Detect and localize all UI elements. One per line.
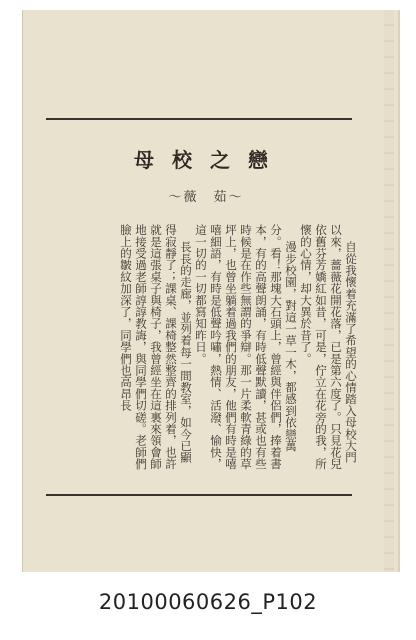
author-line: ～薇 茹～ <box>168 190 244 205</box>
paragraph-3: 長長的走廊，並列着每一間教室，如今已顯得寂靜了；課桌、課椅整然整齊的排列着，也許就是這張桌子與椅子，我曾經坐在這裏來領會師地接受過老師諄諄教誨，與同學們切磋。老師們臉上的皺紋加深了，同學們也高昂長 <box>119 224 193 470</box>
page-binding-edge <box>384 10 394 572</box>
top-rule <box>46 118 352 120</box>
paragraph-2: 漫步校園，對這一草一木，都感到依戀萬分。看！那塊大石頭上，曾經與伴侶們，捧着書本，有的高聲朗誦，有時低聲默讀，甚或也有些時候是在作些無謂的爭辯。那一片柔軟青綠的草坪上，也曾坐躺着過我們的朋友，他們有時是嘻嘻細語，有時是低聲吟嘯，熱情、活潑、愉快，這一切的一切都寫知昨日。 <box>194 224 298 470</box>
vertical-body-text <box>80 224 358 474</box>
paragraph-1: 自從我懷着充滿了希望的心情踏入母校大門以來，薔薇花開花落，已是第六度了。只見花兒依舊芬芳嬌紅如昔，可是，佇立在花旁的我，所懷的心情，却大異於昔了。 <box>299 224 358 470</box>
article-title: 母校之戀 <box>134 148 286 172</box>
scanned-page <box>22 10 400 572</box>
image-caption: 20100060626_P102 <box>98 590 318 614</box>
bottom-rule <box>46 494 352 496</box>
